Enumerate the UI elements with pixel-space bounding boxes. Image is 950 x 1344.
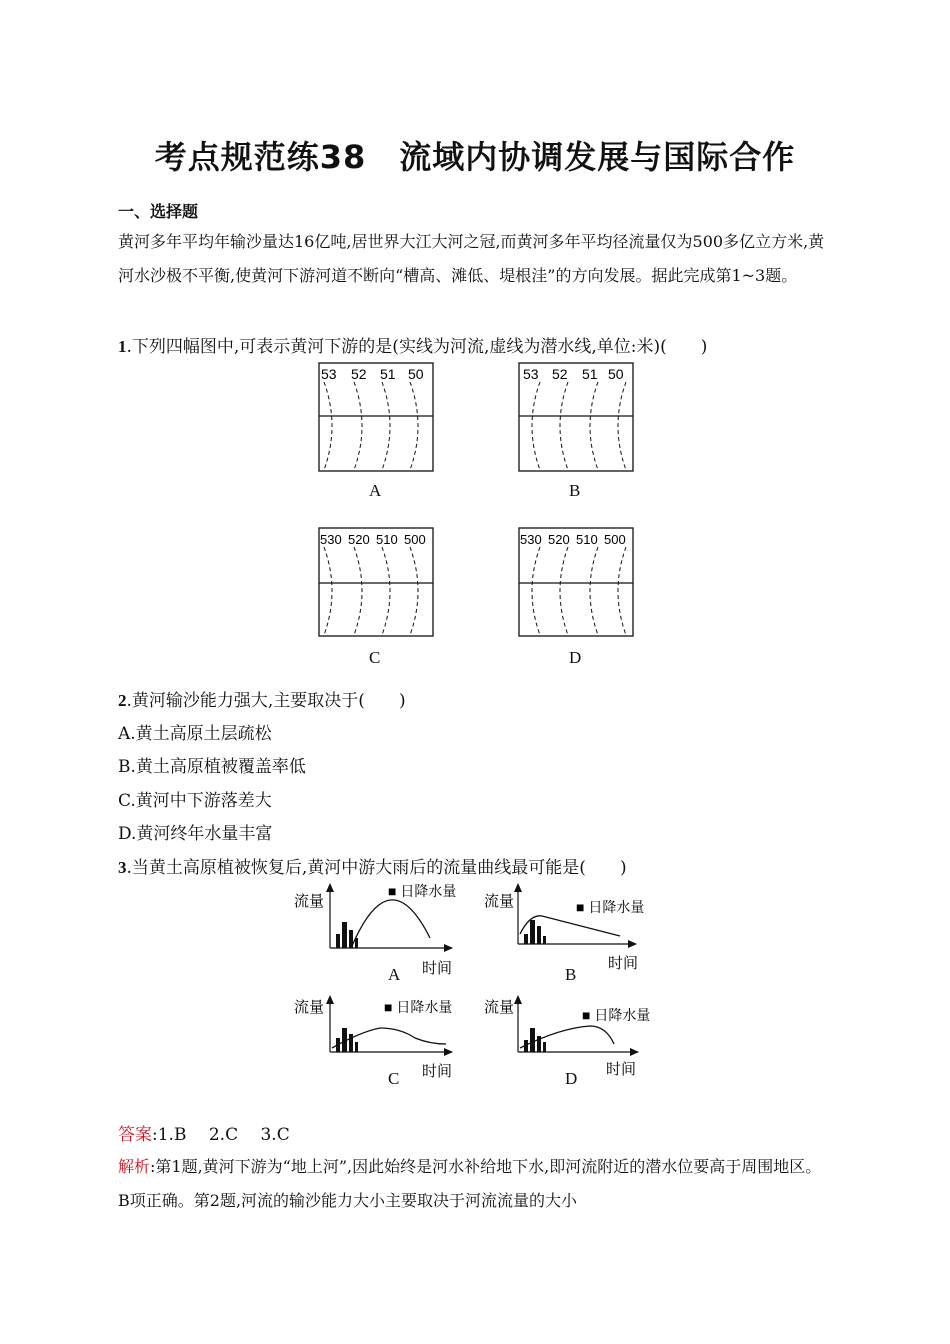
explanation (118, 1150, 830, 1218)
q1-diagram-b (518, 362, 634, 476)
q1-d-contour-2: 520 (548, 532, 570, 547)
q1-c-contour-1: 530 (320, 532, 342, 547)
q1-diagram-d (518, 527, 634, 641)
q3-chart-c (290, 990, 480, 1102)
q1-b-label: B (569, 481, 581, 500)
question-2-number: 2 (118, 691, 127, 710)
q1-b-contour-3: 51 (582, 366, 598, 382)
q1-d-contour-4: 500 (604, 532, 626, 547)
q3-d-ylabel: 流量 (484, 999, 515, 1016)
explanation-text: :第1题,黄河下游为“地上河”,因此始终是河水补给地下水,即河流附近的潜水位要高于周围地区。B项正确。第2题,河流的输沙能力大小主要取决于河流流量的大小 (118, 1157, 822, 1210)
q1-b-contour-2: 52 (552, 366, 568, 382)
q1-b-contour-4: 50 (608, 366, 624, 382)
q3-c-ylabel: 流量 (294, 999, 325, 1016)
q3-chart-a (290, 878, 480, 990)
intro-paragraph: 黄河多年平均年输沙量达16亿吨,居世界大江大河之冠,而黄河多年平均径流量仅为500多亿立方米,黄河水沙极不平衡,使黄河下游河道不断向“槽高、滩低、堤根洼”的方向发展。据此完成第1~3题。 (118, 232, 825, 285)
q1-b-contour-1: 53 (523, 366, 539, 382)
q3-a-legend: ■ 日降水量 (388, 883, 457, 899)
q1-d-label: D (569, 648, 582, 667)
q3-d-legend: ■ 日降水量 (582, 1007, 651, 1023)
q3-a-xlabel: 时间 (422, 960, 453, 977)
q1-c-label: C (369, 648, 381, 667)
question-3-number: 3 (118, 858, 127, 877)
q1-diagram-a (318, 362, 434, 476)
q2-option-a: A.黄土高原土层疏松 (118, 724, 272, 744)
explanation-label: 解析 (118, 1157, 151, 1176)
q3-a-label: A (388, 965, 401, 984)
q2-option-b: B.黄土高原植被覆盖率低 (118, 757, 306, 777)
q2-option-c: C.黄河中下游落差大 (118, 791, 272, 811)
question-1-number: 1 (118, 337, 127, 356)
question-1 (118, 332, 707, 357)
q3-b-label: B (565, 965, 577, 984)
q3-a-ylabel: 流量 (294, 893, 325, 910)
q3-d-label: D (565, 1069, 578, 1088)
q1-a-contour-2: 52 (351, 366, 367, 382)
q1-c-contour-4: 500 (404, 532, 426, 547)
answer-text: :1.B 2.C 3.C (152, 1125, 290, 1145)
q1-c-contour-2: 520 (348, 532, 370, 547)
section-heading: 一、选择题 (118, 202, 199, 221)
question-1-text: .下列四幅图中,可表示黄河下游的是(实线为河流,虚线为潜水线,单位:米)( ) (126, 337, 708, 357)
answer-label: 答案 (118, 1125, 152, 1145)
page-title: 考点规范练38 流域内协调发展与国际合作 (154, 138, 796, 176)
question-2 (118, 686, 406, 711)
answer-line (118, 1120, 290, 1145)
question-3-text: .当黄土高原植被恢复后,黄河中游大雨后的流量曲线最可能是( ) (126, 858, 627, 878)
q1-c-contour-3: 510 (376, 532, 398, 547)
q3-c-legend: ■ 日降水量 (384, 999, 453, 1015)
q1-a-contour-1: 53 (321, 366, 337, 382)
q1-d-contour-3: 510 (576, 532, 598, 547)
q3-b-xlabel: 时间 (608, 955, 639, 972)
q1-diagram-c (318, 527, 434, 641)
question-2-text: .黄河输沙能力强大,主要取决于( ) (126, 691, 406, 711)
q3-c-label: C (388, 1069, 400, 1088)
question-3 (118, 853, 627, 878)
q1-a-contour-4: 50 (408, 366, 424, 382)
q1-a-contour-3: 51 (380, 366, 396, 382)
q3-d-xlabel: 时间 (606, 1061, 637, 1078)
q1-d-contour-1: 530 (520, 532, 542, 547)
q1-a-label: A (369, 481, 382, 500)
q3-b-legend: ■ 日降水量 (576, 899, 645, 915)
q3-b-ylabel: 流量 (484, 893, 515, 910)
q2-option-d: D.黄河终年水量丰富 (118, 824, 273, 844)
q3-c-xlabel: 时间 (422, 1063, 453, 1080)
